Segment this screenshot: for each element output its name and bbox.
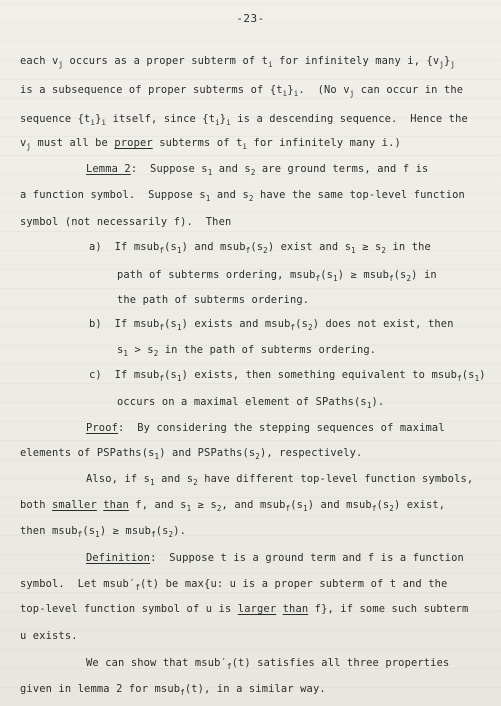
- subscript: i: [101, 118, 107, 127]
- text-line: [86, 421, 445, 435]
- text-run: for infinitely many i, {v: [272, 55, 440, 67]
- subscript: 2: [255, 452, 260, 461]
- subscript: i: [293, 89, 299, 98]
- text-run: given in lemma 2 for msub: [20, 683, 181, 695]
- text-run: (s: [164, 318, 177, 330]
- text-run: Also, if s: [86, 473, 151, 485]
- text-line: [20, 136, 401, 150]
- text-run: ≥ s: [355, 241, 382, 253]
- subscript: 2: [389, 504, 394, 513]
- text-run: and s: [154, 473, 194, 485]
- underlined-text: than: [103, 499, 129, 511]
- text-run: ) ≥ msub: [337, 269, 389, 281]
- subscript: 1: [366, 401, 372, 410]
- subscript: 2: [406, 274, 412, 283]
- text-run: (s: [82, 525, 96, 537]
- text-run: }: [287, 84, 294, 96]
- text-run: : Suppose t is a ground term and f is a function: [150, 552, 464, 564]
- text-run: and s: [210, 189, 249, 201]
- subscript: 2: [263, 246, 268, 255]
- text-run: for infinitely many i.): [247, 137, 401, 149]
- text-run: }: [95, 113, 102, 125]
- subscript: 1: [303, 504, 308, 513]
- subscript: i: [226, 118, 231, 127]
- text-line: [117, 343, 376, 357]
- text-line: [117, 395, 384, 409]
- text-run: ): [479, 369, 486, 381]
- text-run: b) If msub: [89, 318, 160, 330]
- text-run: ≥ s: [191, 499, 217, 511]
- text-run: ) exists, then something equivalent to msub: [181, 369, 458, 381]
- text-run: ) exist,: [393, 499, 446, 511]
- subscript: f: [290, 323, 296, 332]
- text-run: ) exists and msub: [181, 318, 291, 330]
- subscript: 1: [150, 478, 155, 487]
- subscript: 1: [205, 194, 211, 203]
- text-line: [20, 446, 362, 460]
- text-run: u exists.: [20, 630, 78, 642]
- text-run: (s: [461, 369, 475, 381]
- text-run: ).: [371, 396, 385, 408]
- subscript: f: [315, 274, 321, 283]
- subscript: 2: [248, 194, 254, 203]
- text-run: both: [20, 499, 53, 511]
- subscript: 1: [176, 323, 182, 332]
- text-run: is a descending sequence. Hence the: [230, 113, 468, 125]
- subscript: j: [450, 60, 456, 69]
- subscript: 2: [381, 246, 387, 255]
- text-run: (s: [164, 369, 177, 381]
- text-run: . (No v: [298, 84, 350, 96]
- text-run: (s: [393, 269, 407, 281]
- text-run: f}, if some such subterm: [308, 603, 469, 615]
- text-line: [20, 54, 455, 68]
- text-run: top-level function symbol of u is: [20, 603, 238, 615]
- subscript: f: [245, 246, 251, 255]
- text-line: [20, 602, 468, 616]
- text-line: [20, 215, 231, 229]
- subscript: 2: [308, 323, 313, 332]
- text-line: [117, 293, 309, 307]
- subscript: 1: [154, 452, 160, 461]
- text-run: can occur in the: [354, 84, 464, 96]
- subscript: 1: [176, 374, 182, 383]
- subscript: j: [58, 60, 64, 69]
- subscript: f: [285, 504, 291, 513]
- underlined-text: Lemma 2: [86, 163, 131, 175]
- subscript: 1: [186, 504, 192, 513]
- text-run: (t) be max{u: u is a proper subterm of t and the: [139, 578, 448, 590]
- subscript: f: [159, 323, 165, 332]
- subscript: j: [26, 142, 32, 151]
- subscript: 1: [333, 274, 338, 283]
- text-run: ) in: [411, 269, 437, 281]
- text-line: [20, 188, 465, 202]
- text-run: We can show that msub′: [86, 657, 227, 669]
- subscript: f: [371, 504, 377, 513]
- text-run: s: [117, 344, 124, 356]
- subscript: i: [90, 118, 96, 127]
- text-run: (t), in a similar way.: [184, 683, 326, 695]
- underlined-text: proper: [114, 137, 153, 149]
- subscript: j: [349, 89, 355, 98]
- text-run: : By considering the stepping sequences of maximal: [118, 422, 445, 434]
- text-run: ) and msub: [181, 241, 246, 253]
- subscript: 1: [207, 168, 213, 177]
- text-run: (s: [250, 241, 264, 253]
- text-line: [89, 317, 454, 331]
- text-run: elements of PSPaths(s: [20, 447, 155, 459]
- text-run: a function symbol. Suppose s: [20, 189, 206, 201]
- text-line: [20, 577, 447, 591]
- text-line: [86, 162, 428, 176]
- text-run: f, and s: [128, 499, 187, 511]
- text-run: v: [20, 137, 27, 149]
- text-run: is a subsequence of proper subterms of {t: [20, 84, 283, 96]
- text-line: [86, 656, 449, 670]
- text-run: have different top-level function symbols,: [197, 473, 474, 485]
- subscript: f: [135, 583, 140, 592]
- text-run: (s: [164, 241, 177, 253]
- subscript: 2: [250, 168, 256, 177]
- underlined-text: larger: [237, 603, 277, 615]
- subscript: f: [151, 530, 156, 539]
- subscript: f: [226, 662, 232, 671]
- text-run: a) If msub: [89, 241, 160, 253]
- subscript: 2: [168, 530, 174, 539]
- subscript: 2: [216, 504, 222, 513]
- text-run: (s: [155, 525, 169, 537]
- text-run: ).: [173, 525, 187, 537]
- underlined-text: than: [282, 603, 309, 615]
- page-number: -23-: [236, 12, 265, 25]
- text-run: ) ≥ msub: [99, 525, 152, 537]
- text-line: [20, 83, 463, 97]
- text-line: [20, 629, 78, 643]
- text-run: occurs as a proper subterm of t: [63, 55, 269, 67]
- text-run: the path of subterms ordering.: [117, 294, 310, 306]
- subscript: 2: [193, 478, 198, 487]
- text-run: sequence {t: [20, 113, 91, 125]
- text-run: ) and msub: [307, 499, 372, 511]
- text-line: [86, 551, 464, 565]
- text-run: in the path of subterms ordering.: [158, 344, 377, 356]
- subscript: f: [457, 374, 462, 383]
- text-run: > s: [128, 344, 154, 356]
- text-run: ) does not exist, then: [312, 318, 454, 330]
- text-run: path of subterms ordering, msub: [117, 269, 316, 281]
- text-run: are ground terms, and f is: [255, 163, 429, 175]
- subscript: i: [242, 142, 248, 151]
- text-line: [89, 240, 431, 254]
- text-run: and s: [212, 163, 251, 175]
- text-run: in the: [386, 241, 431, 253]
- text-run: (s: [320, 269, 334, 281]
- subscript: f: [388, 274, 394, 283]
- text-run: must all be: [31, 137, 115, 149]
- text-run: ), respectively.: [259, 447, 363, 459]
- text-run: then msub: [20, 525, 78, 537]
- subscript: 2: [153, 349, 159, 358]
- text-run: : Suppose s: [130, 163, 208, 175]
- text-line: [89, 368, 486, 382]
- subscript: f: [159, 374, 165, 383]
- text-run: (s: [376, 499, 390, 511]
- text-line: [20, 112, 468, 126]
- subscript: 1: [123, 349, 129, 358]
- text-line: [20, 682, 326, 696]
- text-run: symbol. Let msub′: [20, 578, 136, 590]
- subscript: 1: [474, 374, 480, 383]
- underlined-text: Definition: [86, 552, 151, 564]
- subscript: 1: [176, 246, 182, 255]
- subscript: f: [77, 530, 83, 539]
- text-run: }: [444, 55, 451, 67]
- subscript: i: [215, 118, 220, 127]
- subscript: 1: [95, 530, 100, 539]
- subscript: i: [282, 89, 288, 98]
- subscript: f: [159, 246, 165, 255]
- subscript: 1: [351, 246, 356, 255]
- text-run: occurs on a maximal element of SPaths(s: [117, 396, 367, 408]
- text-run: have the same top-level function: [253, 189, 465, 201]
- text-line: [86, 472, 473, 486]
- text-run: c) If msub: [89, 369, 160, 381]
- text-line: [117, 268, 437, 282]
- text-run: (s: [290, 499, 304, 511]
- text-run: }: [219, 113, 227, 125]
- text-run: (s: [295, 318, 309, 330]
- text-run: ) exist and s: [267, 241, 352, 253]
- underlined-text: smaller: [52, 499, 97, 511]
- subscript: j: [439, 60, 444, 69]
- text-line: [20, 524, 186, 538]
- text-run: each v: [20, 55, 59, 67]
- text-run: itself, since {t: [106, 113, 216, 125]
- text-line: [20, 498, 445, 512]
- text-run: , and msub: [221, 499, 286, 511]
- subscript: i: [268, 60, 273, 69]
- text-run: (t) satisfies all three properties: [231, 657, 450, 669]
- subscript: f: [180, 688, 185, 697]
- text-run: symbol (not necessarily f). Then: [20, 216, 232, 228]
- text-run: ) and PSPaths(s: [159, 447, 256, 459]
- text-run: subterms of t: [152, 137, 243, 149]
- underlined-text: Proof: [86, 422, 119, 434]
